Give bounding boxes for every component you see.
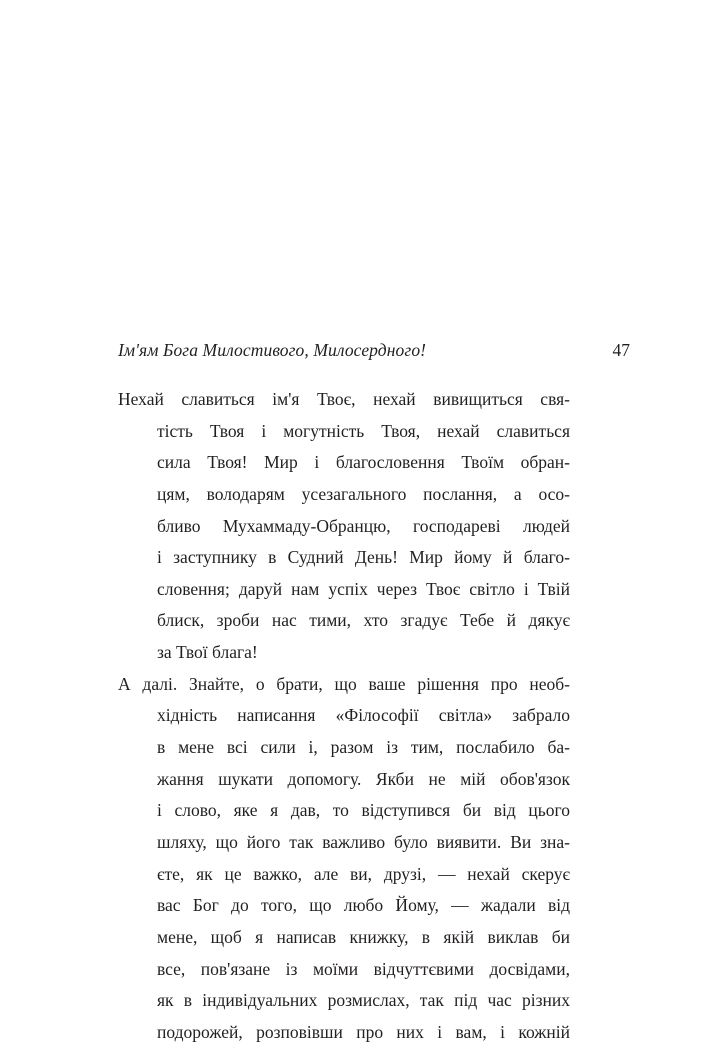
text-line: бливо Мухаммаду-Обранцю, господареві людей — [157, 515, 570, 536]
text-line: Нехай славиться ім'я Твоє, нехай вивищиться свя- — [118, 389, 570, 409]
text-line: єте, як це важко, але ви, друзі, — нехай скерує — [157, 863, 570, 884]
text-line: тість Твоя і могутність Твоя, нехай славиться — [157, 420, 570, 441]
text-line: сила Твоя! Мир і благословення Твоїм обран- — [157, 452, 570, 473]
text-line: подорожей, розповівши про них і вам, і кожній — [157, 1021, 570, 1042]
text-line: хідність написання «Філософії світла» забрало — [157, 705, 570, 726]
text-line: мене, щоб я написав книжку, в якій виклав би — [157, 926, 570, 947]
text-line: і заступнику в Судний День! Мир йому й благо- — [157, 547, 570, 568]
running-title: Ім'ям Бога Милостивого, Милосердного! — [118, 340, 427, 360]
text-line: А далі. Знайте, о брати, що ваше рішення про необ- — [118, 673, 570, 694]
text-line: вас Бог до того, що любо Йому, — жадали від — [157, 895, 570, 916]
text-line: як в індивідуальних розмислах, так під час різних — [157, 990, 570, 1011]
page-number: 47 — [612, 340, 630, 360]
body-text — [118, 384, 570, 1048]
text-line: і слово, яке я дав, то відступився би від цього — [157, 800, 570, 821]
text-line: словення; даруй нам успіх через Твоє світло і Твій — [157, 578, 570, 599]
text-line: цям, володарям усезагального послання, а осо- — [157, 483, 570, 504]
text-line: жання шукати допомогу. Якби не мій обов'язок — [157, 768, 570, 789]
running-header — [118, 340, 630, 366]
text-line: шляху, що його так важливо було виявити. Ви зна- — [157, 831, 570, 852]
text-line: за Твої блага! — [157, 642, 258, 663]
text-line: блиск, зроби нас тими, хто згадує Тебе й дякує — [157, 610, 570, 631]
text-line: все, пов'язане із моїми відчуттєвими досвідами, — [157, 958, 570, 979]
text-line: в мене всі сили і, разом із тим, послабило ба- — [157, 737, 570, 758]
